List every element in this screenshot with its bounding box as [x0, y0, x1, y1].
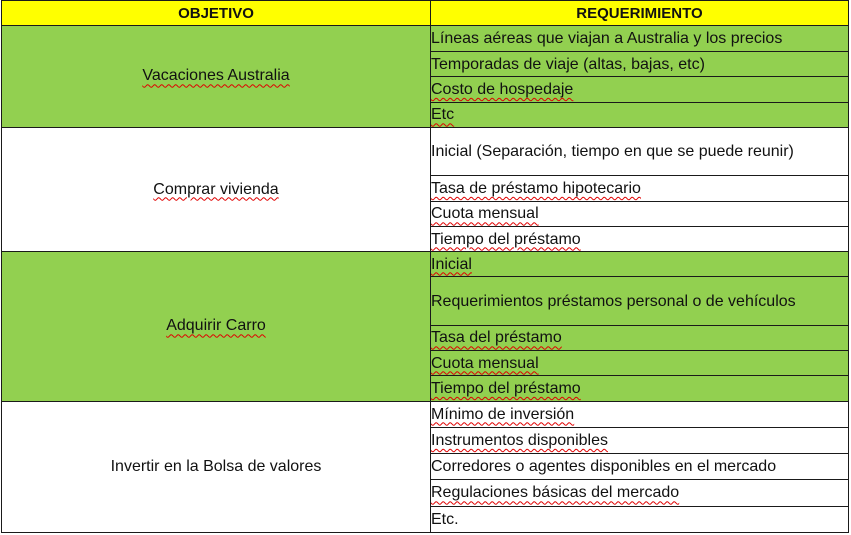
requirement-cell	[431, 77, 849, 102]
requirement-text: Costo de hospedaje	[431, 81, 574, 99]
requirement-cell: Líneas aéreas que viajan a Australia y los precios	[431, 26, 849, 52]
header-objective: OBJETIVO	[2, 1, 431, 26]
objective-label: Comprar vivienda	[153, 180, 279, 198]
requirement-text: Tiempo del préstamo	[431, 379, 581, 397]
table-row	[2, 252, 849, 277]
requirement-text: Cuota mensual	[431, 205, 539, 223]
objective-cell	[2, 401, 431, 532]
requirement-text: Cuota mensual	[431, 354, 539, 372]
requirement-cell	[431, 427, 849, 453]
requirement-text: Regulaciones básicas del mercado	[431, 484, 680, 502]
requirement-cell	[431, 201, 849, 226]
requirement-text: Instrumentos disponibles	[431, 431, 608, 449]
objective-label: Vacaciones Australia	[142, 67, 290, 85]
objective-label: Invertir en la Bolsa de valores	[110, 457, 322, 475]
requirement-cell: Etc.	[431, 506, 849, 532]
requirement-text: Mínimo de inversión	[431, 405, 575, 423]
requirement-cell	[431, 226, 849, 251]
requirement-cell	[431, 102, 849, 127]
requirement-cell: Temporadas de viaje (altas, bajas, etc)	[431, 52, 849, 77]
header-requirement: REQUERIMIENTO	[431, 1, 849, 26]
requirement-text: Tasa del préstamo	[431, 329, 562, 347]
header-row	[2, 1, 849, 26]
requirement-cell: Inicial (Separación, tiempo en que se puede reunir)	[431, 127, 849, 175]
requirement-cell	[431, 351, 849, 376]
objective-cell	[2, 252, 431, 401]
objective-cell	[2, 127, 431, 251]
objectives-requirements-table	[1, 0, 849, 533]
requirement-text: Etc	[431, 106, 455, 124]
table-row	[2, 26, 849, 52]
requirement-text: Tasa de préstamo hipotecario	[431, 180, 641, 198]
objective-cell	[2, 26, 431, 128]
requirement-cell	[431, 325, 849, 350]
requirement-cell	[431, 480, 849, 506]
requirement-cell	[431, 401, 849, 427]
requirement-cell: Requerimientos préstamos personal o de vehículos	[431, 277, 849, 325]
requirement-cell	[431, 376, 849, 401]
requirement-text: Tiempo del préstamo	[431, 230, 581, 248]
requirement-text: Inicial	[431, 255, 472, 273]
requirement-cell: Corredores o agentes disponibles en el mercado	[431, 454, 849, 480]
requirement-cell	[431, 176, 849, 201]
requirement-cell	[431, 252, 849, 277]
objective-label: Adquirir Carro	[166, 317, 266, 335]
table-row	[2, 127, 849, 175]
table-row	[2, 401, 849, 427]
